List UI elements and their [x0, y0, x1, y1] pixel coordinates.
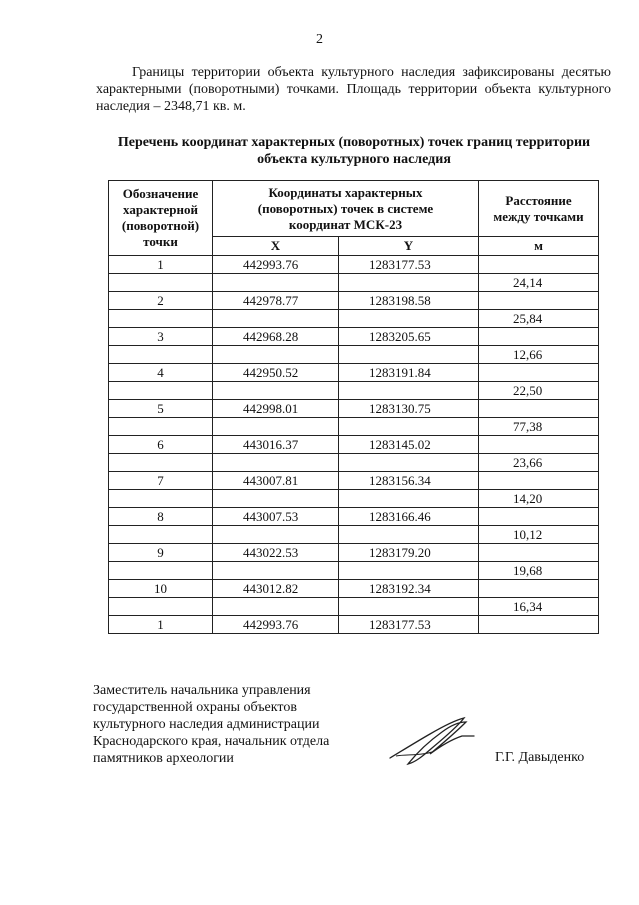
distance-row	[109, 562, 599, 580]
position-line: Заместитель начальника управления	[93, 683, 311, 698]
point-row	[109, 292, 599, 310]
empty-cell	[479, 400, 599, 418]
point-y: 1283205.65	[339, 328, 479, 346]
position-line: Краснодарского края, начальник отдела	[93, 734, 330, 749]
segment-distance: 25,84	[479, 310, 599, 328]
point-y: 1283179.20	[339, 544, 479, 562]
empty-cell	[339, 490, 479, 508]
empty-cell	[109, 562, 213, 580]
point-number: 5	[109, 400, 213, 418]
position-line: памятников археологии	[93, 751, 234, 766]
header-unit: м	[479, 237, 599, 256]
point-number: 10	[109, 580, 213, 598]
distance-row	[109, 526, 599, 544]
empty-cell	[479, 292, 599, 310]
point-number: 4	[109, 364, 213, 382]
signer-position	[93, 682, 393, 767]
point-number: 9	[109, 544, 213, 562]
empty-cell	[479, 472, 599, 490]
point-row	[109, 436, 599, 454]
distance-row	[109, 346, 599, 364]
empty-cell	[213, 310, 339, 328]
table-header-row	[109, 181, 599, 237]
header-distance: Расстояние между точками	[479, 181, 599, 237]
empty-cell	[109, 598, 213, 616]
distance-row	[109, 490, 599, 508]
signer-name: Г.Г. Давыденко	[495, 750, 585, 765]
empty-cell	[339, 310, 479, 328]
point-x: 442950.52	[213, 364, 339, 382]
empty-cell	[109, 526, 213, 544]
empty-cell	[479, 580, 599, 598]
point-x: 443007.81	[213, 472, 339, 490]
position-line: государственной охраны объектов	[93, 700, 297, 715]
point-x: 442998.01	[213, 400, 339, 418]
segment-distance: 19,68	[479, 562, 599, 580]
empty-cell	[339, 526, 479, 544]
header-point-designation: Обозначение характерной (поворотной) точки	[109, 181, 213, 256]
point-x: 443012.82	[213, 580, 339, 598]
empty-cell	[479, 256, 599, 274]
point-y: 1283177.53	[339, 616, 479, 634]
empty-cell	[479, 616, 599, 634]
table-title	[92, 134, 616, 168]
header-coordinates: Координаты характерных (поворотных) точек в системе координат МСК-23	[213, 181, 479, 237]
segment-distance: 24,14	[479, 274, 599, 292]
empty-cell	[339, 418, 479, 436]
empty-cell	[109, 274, 213, 292]
point-y: 1283198.58	[339, 292, 479, 310]
distance-row	[109, 598, 599, 616]
point-row	[109, 400, 599, 418]
point-y: 1283191.84	[339, 364, 479, 382]
empty-cell	[339, 598, 479, 616]
point-number: 7	[109, 472, 213, 490]
empty-cell	[213, 274, 339, 292]
table-title-line1: Перечень координат характерных (поворотных) точек границ территории	[117, 135, 591, 150]
point-y: 1283145.02	[339, 436, 479, 454]
point-x: 443016.37	[213, 436, 339, 454]
header-x: X	[213, 237, 339, 256]
point-row	[109, 508, 599, 526]
position-line: культурного наследия администрации	[93, 717, 320, 732]
empty-cell	[213, 382, 339, 400]
point-row	[109, 472, 599, 490]
empty-cell	[339, 274, 479, 292]
point-number: 1	[109, 616, 213, 634]
empty-cell	[213, 562, 339, 580]
distance-row	[109, 382, 599, 400]
empty-cell	[339, 346, 479, 364]
empty-cell	[479, 508, 599, 526]
empty-cell	[109, 418, 213, 436]
point-x: 442993.76	[213, 616, 339, 634]
empty-cell	[213, 454, 339, 472]
empty-cell	[339, 454, 479, 472]
point-row	[109, 364, 599, 382]
table-title-line2: объекта культурного наследия	[257, 152, 451, 167]
point-y: 1283192.34	[339, 580, 479, 598]
segment-distance: 14,20	[479, 490, 599, 508]
point-x: 443007.53	[213, 508, 339, 526]
point-row	[109, 544, 599, 562]
empty-cell	[213, 418, 339, 436]
empty-cell	[213, 598, 339, 616]
point-x: 443022.53	[213, 544, 339, 562]
distance-row	[109, 274, 599, 292]
distance-row	[109, 418, 599, 436]
segment-distance: 23,66	[479, 454, 599, 472]
empty-cell	[109, 454, 213, 472]
empty-cell	[213, 526, 339, 544]
segment-distance: 22,50	[479, 382, 599, 400]
empty-cell	[479, 364, 599, 382]
segment-distance: 10,12	[479, 526, 599, 544]
point-x: 442993.76	[213, 256, 339, 274]
point-number: 2	[109, 292, 213, 310]
point-y: 1283166.46	[339, 508, 479, 526]
empty-cell	[479, 328, 599, 346]
point-row	[109, 256, 599, 274]
segment-distance: 77,38	[479, 418, 599, 436]
distance-row	[109, 310, 599, 328]
empty-cell	[213, 490, 339, 508]
point-x: 442978.77	[213, 292, 339, 310]
point-y: 1283177.53	[339, 256, 479, 274]
empty-cell	[109, 346, 213, 364]
empty-cell	[339, 562, 479, 580]
empty-cell	[109, 490, 213, 508]
point-number: 8	[109, 508, 213, 526]
segment-distance: 16,34	[479, 598, 599, 616]
point-row	[109, 616, 599, 634]
empty-cell	[213, 346, 339, 364]
header-y: Y	[339, 237, 479, 256]
point-row	[109, 580, 599, 598]
point-number: 6	[109, 436, 213, 454]
empty-cell	[109, 382, 213, 400]
point-row	[109, 328, 599, 346]
point-x: 442968.28	[213, 328, 339, 346]
point-y: 1283130.75	[339, 400, 479, 418]
intro-paragraph: Границы территории объекта культурного наследия зафиксированы десятью характерными (поворотными) точками. Площадь территории объекта культурного наследия – 2348,71 кв. м.	[96, 65, 611, 114]
page-number: 2	[316, 32, 323, 47]
point-number: 3	[109, 328, 213, 346]
handwritten-signature	[386, 712, 478, 770]
segment-distance: 12,66	[479, 346, 599, 364]
empty-cell	[109, 310, 213, 328]
distance-row	[109, 454, 599, 472]
coordinates-table	[108, 180, 599, 634]
point-number: 1	[109, 256, 213, 274]
empty-cell	[339, 382, 479, 400]
point-y: 1283156.34	[339, 472, 479, 490]
coordinates-table-body	[109, 256, 599, 634]
empty-cell	[479, 436, 599, 454]
empty-cell	[479, 544, 599, 562]
